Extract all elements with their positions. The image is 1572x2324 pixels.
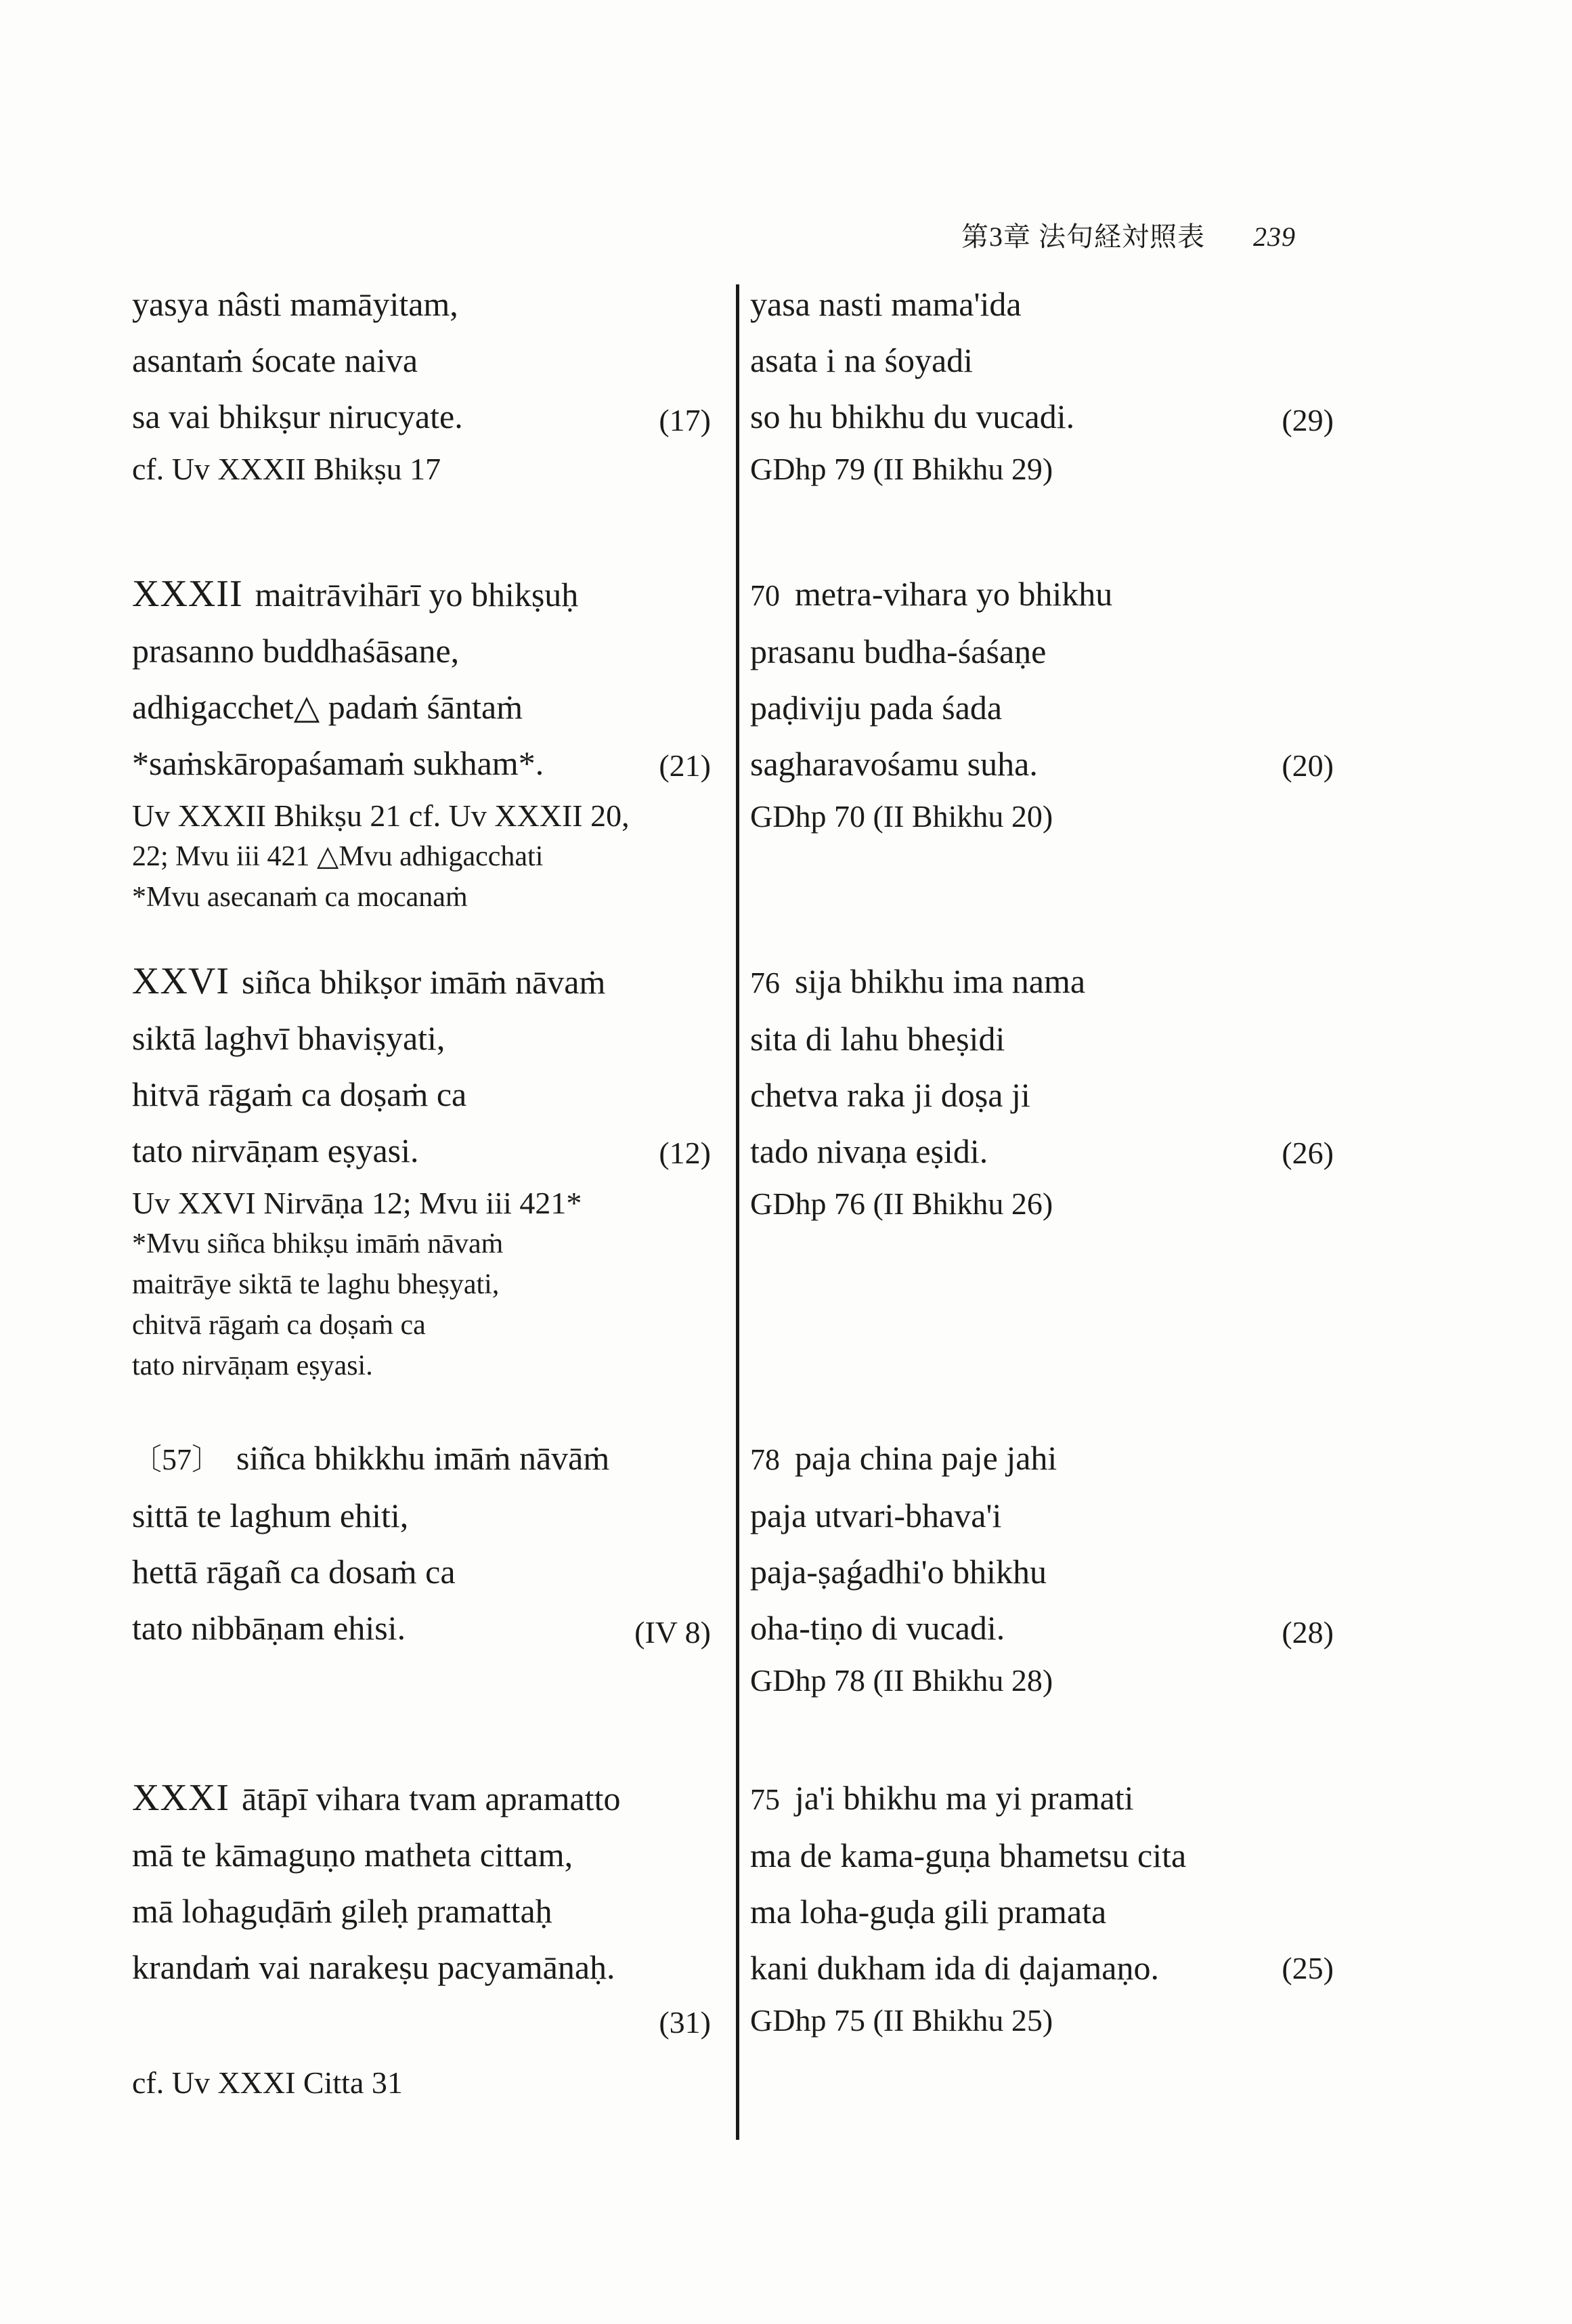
chapter-numeral: XXXI (132, 1777, 230, 1819)
verse-line: sija bhikhu ima nama (795, 962, 1086, 1000)
reference: GDhp 79 (II Bhikhu 29) (750, 452, 1053, 486)
verse-line: oha-tiṇo di vucadi. (750, 1609, 1005, 1647)
verse-line: tato nirvāṇam eṣyasi. (132, 1132, 419, 1169)
verse-line: ma loha-guḍa gili pramata (750, 1893, 1107, 1931)
column-divider (736, 284, 739, 2140)
footnote-line: *Mvu siñca bhikṣu imāṁ nāvaṁ (132, 1228, 504, 1260)
reference: Uv XXVI Nirvāṇa 12; Mvu iii 421* (132, 1186, 582, 1220)
verse-line: so hu bhikhu du vucadi. (750, 397, 1075, 435)
verse-number: (21) (659, 748, 711, 783)
verse-number: (12) (659, 1136, 711, 1170)
verse-line: tado nivaṇa eṣidi. (750, 1132, 988, 1170)
right-entry-1 (750, 276, 1074, 490)
right-entry-3 (750, 953, 1085, 1224)
verse-line: asata i na śoyadi (750, 341, 974, 379)
left-entry-2 (132, 566, 630, 918)
verse-index: 〔57〕 (132, 1443, 221, 1476)
verse-line: adhigacchet△ padaṁ śāntaṁ (132, 688, 523, 726)
left-entry-5 (132, 1770, 620, 1996)
verse-index: 70 (750, 579, 780, 612)
verse-line: paḍiviju pada śada (750, 689, 1003, 727)
verse-number: (28) (1282, 1615, 1334, 1650)
verse-index: 76 (750, 966, 780, 999)
verse-line: sita di lahu bheṣidi (750, 1020, 1005, 1058)
footnote-line: maitrāye siktā te laghu bheṣyati, (132, 1269, 500, 1300)
reference: GDhp 78 (II Bhikhu 28) (750, 1663, 1053, 1698)
verse-line: metra-vihara yo bhikhu (795, 575, 1113, 613)
verse-number: (17) (659, 403, 711, 437)
page-number: 239 (1253, 221, 1296, 252)
verse-line: sittā te laghum ehiti, (132, 1497, 409, 1534)
verse-line: yasya nâsti mamāyitam, (132, 285, 458, 323)
verse-line: ma de kama-guṇa bhametsu cita (750, 1836, 1187, 1874)
chapter-numeral: XXVI (132, 960, 230, 1002)
verse-line: asantaṁ śocate naiva (132, 341, 418, 379)
verse-line: sa vai bhikṣur nirucyate. (132, 397, 463, 435)
right-entry-5 (750, 1770, 1186, 2041)
chapter-numeral: XXXII (132, 573, 243, 615)
left-entry-1 (132, 276, 463, 490)
verse-line: *saṁskāropaśamaṁ sukham*. (132, 744, 544, 782)
verse-line: chetva raka ji doṣa ji (750, 1076, 1030, 1114)
verse-line: prasanu budha-śaśaṇe (750, 632, 1047, 670)
footnote-line: *Mvu asecanaṁ ca mocanaṁ (132, 882, 468, 913)
verse-line: hitvā rāgaṁ ca doṣaṁ ca (132, 1075, 467, 1113)
verse-line: ātāpī vihara tvam apramatto (241, 1780, 621, 1817)
footnote-line: 22; Mvu iii 421 △Mvu adhigacchati (132, 841, 544, 872)
left-entry-5-reference (132, 2059, 403, 2103)
verse-number: (29) (1282, 403, 1334, 437)
verse-line: paja utvari-bhava'i (750, 1497, 1002, 1534)
running-header (961, 215, 1296, 254)
reference: cf. Uv XXXII Bhikṣu 17 (132, 452, 441, 486)
verse-number: (20) (1282, 748, 1334, 783)
reference: GDhp 76 (II Bhikhu 26) (750, 1186, 1053, 1221)
verse-line: yasa nasti mama'ida (750, 285, 1022, 323)
verse-line: siktā laghvī bhaviṣyati, (132, 1019, 445, 1057)
footnote-line: tato nirvāṇam eṣyasi. (132, 1350, 373, 1381)
verse-number: (25) (1282, 1951, 1334, 1985)
verse-line: tato nibbāṇam ehisi. (132, 1609, 406, 1647)
verse-line: kani dukham ida di ḍajamaṇo. (750, 1949, 1160, 1987)
right-entry-2 (750, 566, 1112, 837)
verse-number: (IV 8) (634, 1615, 711, 1650)
verse-number: (31) (659, 2005, 711, 2040)
reference: GDhp 75 (II Bhikhu 25) (750, 2003, 1053, 2038)
verse-line: mā lohaguḍāṁ gileḥ pramattaḥ (132, 1892, 552, 1930)
verse-line: prasanno buddhaśāsane, (132, 632, 460, 670)
right-entry-4 (750, 1430, 1057, 1701)
verse-line: ja'i bhikhu ma yi pramati (795, 1779, 1134, 1817)
verse-index: 78 (750, 1443, 780, 1476)
reference: cf. Uv XXXI Citta 31 (132, 2065, 403, 2100)
footnote-line: chitvā rāgaṁ ca doṣaṁ ca (132, 1310, 426, 1341)
verse-line: hettā rāgañ ca dosaṁ ca (132, 1553, 456, 1591)
left-entry-3 (132, 953, 605, 1386)
verse-line: krandaṁ vai narakeṣu pacyamānaḥ. (132, 1948, 615, 1986)
verse-line: mā te kāmaguṇo matheta cittam, (132, 1836, 573, 1874)
reference: GDhp 70 (II Bhikhu 20) (750, 799, 1053, 834)
verse-line: paja-ṣaǵadhi'o bhikhu (750, 1553, 1047, 1591)
verse-line: paja china paje jahi (795, 1439, 1057, 1477)
verse-line: siñca bhikṣor imāṁ nāvaṁ (241, 963, 606, 1001)
verse-number: (26) (1282, 1136, 1334, 1170)
verse-index: 75 (750, 1783, 780, 1816)
reference: Uv XXXII Bhikṣu 21 cf. Uv XXXII 20, (132, 798, 630, 833)
left-entry-4 (132, 1430, 609, 1656)
chapter-title: 第3章 法句経対照表 (961, 221, 1205, 252)
verse-line: sagharavośamu suha. (750, 745, 1038, 783)
verse-line: maitrāvihārī yo bhikṣuḥ (255, 576, 579, 614)
verse-line: siñca bhikkhu imāṁ nāvāṁ (236, 1439, 610, 1477)
